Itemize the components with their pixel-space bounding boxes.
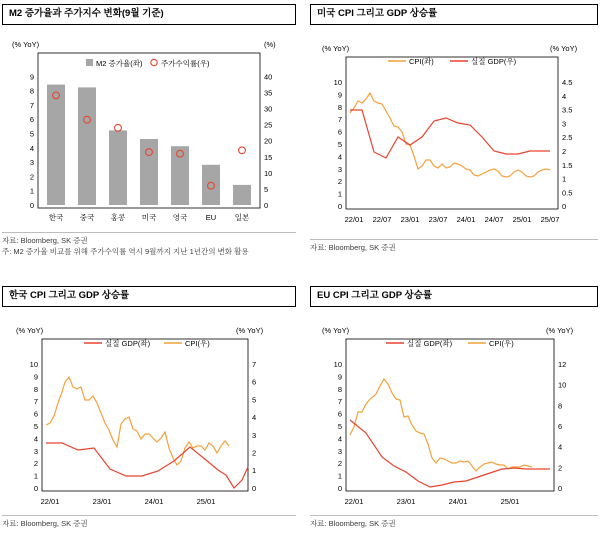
svg-text:1: 1 bbox=[252, 466, 257, 476]
chart-us-cpi-gdp bbox=[310, 25, 598, 237]
svg-text:5: 5 bbox=[29, 129, 34, 139]
svg-text:1.5: 1.5 bbox=[562, 161, 573, 171]
chart-eu-cpi-gdp bbox=[310, 307, 598, 513]
svg-text:한국: 한국 bbox=[48, 213, 64, 223]
svg-text:40: 40 bbox=[264, 72, 273, 82]
svg-text:1: 1 bbox=[33, 472, 38, 482]
svg-text:6: 6 bbox=[337, 410, 342, 420]
svg-text:(% YoY): (% YoY) bbox=[236, 326, 264, 336]
svg-text:3: 3 bbox=[562, 119, 567, 129]
svg-text:5: 5 bbox=[337, 140, 342, 150]
svg-text:7: 7 bbox=[252, 360, 257, 370]
svg-text:(% YoY): (% YoY) bbox=[16, 326, 44, 336]
svg-text:8: 8 bbox=[29, 87, 34, 97]
svg-text:3: 3 bbox=[252, 431, 257, 441]
svg-text:25/01: 25/01 bbox=[196, 497, 216, 507]
svg-text:영국: 영국 bbox=[172, 213, 188, 223]
svg-text:3.5: 3.5 bbox=[562, 106, 573, 116]
svg-text:9: 9 bbox=[337, 372, 342, 382]
source-line-1: 자료: Bloomberg, SK 증권 bbox=[2, 519, 88, 529]
svg-text:3: 3 bbox=[337, 447, 342, 457]
svg-text:2: 2 bbox=[29, 172, 34, 182]
us-svg bbox=[310, 25, 598, 237]
source-line-2: 주: M2 증가율 비교를 위해 주가수익률 역시 9월까지 지난 1년간의 변화 활용 bbox=[2, 246, 249, 256]
bar-series-m2 bbox=[47, 85, 251, 205]
svg-text:3: 3 bbox=[337, 165, 342, 175]
svg-text:7: 7 bbox=[29, 101, 34, 111]
svg-text:24/07: 24/07 bbox=[484, 215, 504, 225]
panel-m2-vs-stock bbox=[2, 4, 296, 276]
svg-text:2: 2 bbox=[33, 459, 38, 469]
svg-text:35: 35 bbox=[264, 88, 273, 98]
svg-text:0: 0 bbox=[264, 201, 269, 211]
svg-text:22/01: 22/01 bbox=[344, 215, 364, 225]
svg-text:CPI(우): CPI(우) bbox=[489, 339, 514, 349]
svg-text:8: 8 bbox=[337, 385, 342, 395]
svg-text:0: 0 bbox=[562, 202, 567, 212]
kr-svg bbox=[2, 307, 296, 513]
m2-svg bbox=[2, 25, 296, 230]
svg-text:6: 6 bbox=[337, 128, 342, 138]
chart-kr-cpi-gdp bbox=[2, 307, 296, 513]
svg-text:주가수익률(우): 주가수익률(우) bbox=[161, 59, 210, 69]
svg-text:0: 0 bbox=[29, 201, 34, 211]
source-us bbox=[310, 239, 598, 253]
svg-text:23/01: 23/01 bbox=[400, 215, 420, 225]
svg-text:4: 4 bbox=[33, 434, 38, 444]
svg-text:(% YoY): (% YoY) bbox=[12, 40, 40, 50]
svg-text:24/01: 24/01 bbox=[456, 215, 476, 225]
svg-text:22/07: 22/07 bbox=[372, 215, 392, 225]
svg-text:24/01: 24/01 bbox=[448, 497, 468, 507]
svg-text:30: 30 bbox=[264, 104, 273, 114]
svg-text:중국: 중국 bbox=[79, 213, 95, 223]
svg-text:10: 10 bbox=[29, 360, 38, 370]
svg-text:22/01: 22/01 bbox=[344, 497, 364, 507]
svg-text:24/01: 24/01 bbox=[144, 497, 164, 507]
svg-text:M2 증가율(좌): M2 증가율(좌) bbox=[96, 59, 143, 69]
svg-text:4: 4 bbox=[337, 434, 342, 444]
svg-text:2: 2 bbox=[337, 459, 342, 469]
svg-text:2: 2 bbox=[337, 177, 342, 187]
svg-text:EU: EU bbox=[205, 213, 217, 223]
svg-text:CPI(좌): CPI(좌) bbox=[409, 57, 434, 67]
source-line-1: 자료: Bloomberg, SK 증권 bbox=[2, 236, 88, 246]
panel-title-eu: EU CPI 그리고 GDP 상승률 bbox=[310, 286, 598, 307]
svg-text:25/07: 25/07 bbox=[540, 215, 560, 225]
svg-text:6: 6 bbox=[252, 378, 257, 388]
svg-text:25: 25 bbox=[264, 121, 273, 131]
svg-text:1: 1 bbox=[562, 175, 567, 185]
svg-text:2: 2 bbox=[562, 147, 567, 157]
svg-text:23/07: 23/07 bbox=[428, 215, 448, 225]
svg-text:9: 9 bbox=[29, 72, 34, 82]
svg-text:(% YoY): (% YoY) bbox=[546, 326, 574, 336]
svg-text:CPI(우): CPI(우) bbox=[185, 339, 210, 349]
svg-text:25/01: 25/01 bbox=[512, 215, 532, 225]
svg-text:(%): (%) bbox=[264, 40, 276, 50]
svg-text:0: 0 bbox=[252, 484, 257, 494]
panel-kr-cpi-gdp bbox=[2, 286, 296, 544]
svg-text:6: 6 bbox=[558, 422, 563, 432]
source-line-1: 자료: Bloomberg, SK 증권 bbox=[310, 519, 396, 529]
svg-text:실질 GDP(우): 실질 GDP(우) bbox=[471, 57, 517, 67]
source-line-1: 자료: Bloomberg, SK 증권 bbox=[310, 243, 396, 253]
svg-text:(% YoY): (% YoY) bbox=[322, 326, 350, 336]
svg-text:실질 GDP(좌): 실질 GDP(좌) bbox=[407, 339, 453, 349]
svg-text:2: 2 bbox=[558, 463, 563, 473]
eu-svg bbox=[310, 307, 598, 513]
svg-text:1: 1 bbox=[337, 472, 342, 482]
svg-text:1: 1 bbox=[29, 187, 34, 197]
svg-text:4: 4 bbox=[337, 152, 342, 162]
svg-text:10: 10 bbox=[264, 169, 273, 179]
svg-text:4.5: 4.5 bbox=[562, 78, 573, 88]
svg-text:12: 12 bbox=[558, 360, 567, 370]
svg-text:25/01: 25/01 bbox=[500, 497, 520, 507]
svg-text:7: 7 bbox=[337, 397, 342, 407]
svg-text:9: 9 bbox=[33, 372, 38, 382]
svg-text:5: 5 bbox=[33, 422, 38, 432]
svg-text:2: 2 bbox=[252, 448, 257, 458]
svg-text:0: 0 bbox=[337, 202, 342, 212]
svg-text:미국: 미국 bbox=[141, 213, 157, 223]
svg-text:일본: 일본 bbox=[234, 213, 250, 223]
svg-text:7: 7 bbox=[33, 397, 38, 407]
svg-text:10: 10 bbox=[333, 78, 342, 88]
svg-text:5: 5 bbox=[337, 422, 342, 432]
source-eu bbox=[310, 515, 598, 529]
svg-text:1: 1 bbox=[337, 190, 342, 200]
svg-text:10: 10 bbox=[558, 381, 567, 391]
svg-text:2.5: 2.5 bbox=[562, 133, 573, 143]
svg-text:5: 5 bbox=[252, 395, 257, 405]
panel-title-m2: M2 증가율과 주가지수 변화(9월 기준) bbox=[2, 4, 296, 25]
svg-text:8: 8 bbox=[33, 385, 38, 395]
svg-text:9: 9 bbox=[337, 90, 342, 100]
svg-text:(% YoY): (% YoY) bbox=[322, 44, 350, 54]
svg-text:4: 4 bbox=[29, 144, 34, 154]
svg-text:4: 4 bbox=[558, 443, 563, 453]
svg-text:23/01: 23/01 bbox=[396, 497, 416, 507]
svg-text:6: 6 bbox=[33, 410, 38, 420]
svg-text:3: 3 bbox=[29, 158, 34, 168]
svg-text:실질 GDP(좌): 실질 GDP(좌) bbox=[105, 339, 151, 349]
svg-text:(% YoY): (% YoY) bbox=[550, 44, 578, 54]
svg-text:23/01: 23/01 bbox=[92, 497, 112, 507]
svg-text:5: 5 bbox=[264, 185, 269, 195]
svg-text:0.5: 0.5 bbox=[562, 188, 573, 198]
source-kr bbox=[2, 515, 296, 529]
svg-text:0: 0 bbox=[337, 484, 342, 494]
svg-text:22/01: 22/01 bbox=[40, 497, 60, 507]
svg-text:8: 8 bbox=[337, 103, 342, 113]
panel-eu-cpi-gdp bbox=[310, 286, 598, 544]
svg-text:8: 8 bbox=[558, 401, 563, 411]
panel-us-cpi-gdp bbox=[310, 4, 598, 276]
svg-text:홍콩: 홍콩 bbox=[110, 213, 126, 223]
svg-text:4: 4 bbox=[562, 92, 567, 102]
source-m2 bbox=[2, 232, 296, 256]
svg-text:3: 3 bbox=[33, 447, 38, 457]
svg-text:7: 7 bbox=[337, 115, 342, 125]
svg-text:6: 6 bbox=[29, 115, 34, 125]
svg-text:15: 15 bbox=[264, 153, 273, 163]
panel-title-kr: 한국 CPI 그리고 GDP 상승률 bbox=[2, 286, 296, 307]
svg-text:10: 10 bbox=[333, 360, 342, 370]
svg-text:4: 4 bbox=[252, 413, 257, 423]
chart-m2-vs-stock bbox=[2, 25, 296, 230]
svg-text:0: 0 bbox=[558, 484, 563, 494]
svg-text:0: 0 bbox=[33, 484, 38, 494]
panel-title-us: 미국 CPI 그리고 GDP 상승률 bbox=[310, 4, 598, 25]
svg-text:20: 20 bbox=[264, 137, 273, 147]
